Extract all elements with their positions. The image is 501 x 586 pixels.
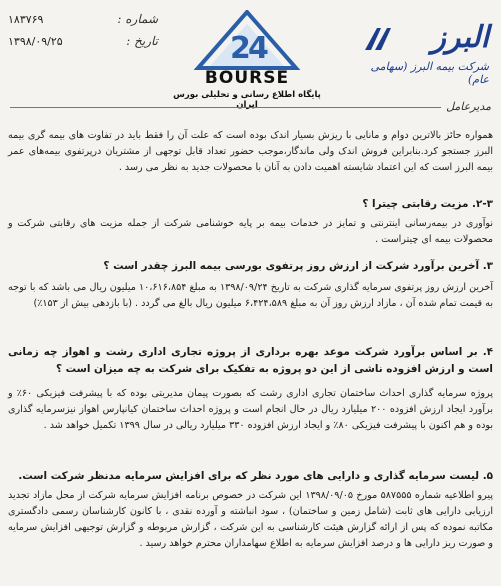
header-divider bbox=[10, 107, 441, 108]
paragraph-3: آخرین ارزش روز پرتفوی سرمایه گذاری شرکت به تاریخ ۱۳۹۸/۰۹/۲۴ به مبلغ ۱۰،۶۱۶،۸۵۴ میلیون ریال می باشد که با توجه به قیمت تمام شده آن ، مازاد ارزش روز آن به مبلغ ۶،۴۲۴،۵۸۹ میلیون ریال بالغ می گردد . (با بازدهی بیش از ۱۵۳٪) bbox=[8, 282, 493, 309]
letter-number-label: شماره : bbox=[117, 12, 158, 26]
recipient-label: مدیرعامل bbox=[446, 100, 491, 113]
bourse-wordmark: BOURSE bbox=[204, 68, 290, 88]
letter-number-value: ۱۸۳۷۶۹ bbox=[8, 12, 44, 26]
letter-date-row bbox=[8, 30, 158, 52]
svg-text:4: 4 bbox=[248, 31, 269, 66]
brand-name: البرز bbox=[431, 20, 489, 55]
bourse-subtitle: پایگاه اطلاع رسانی و تحلیلی بورس ایران bbox=[173, 90, 321, 110]
paragraph-2: نوآوری در بیمه‌رسانی اینترنتی و تمایز در خدمات بیمه بر پایه خوشنامی شرکت از جمله مزیت های رقابتی شرکت و محصولات بیمه ای چیتراست . bbox=[8, 218, 493, 245]
letter-date-value: ۱۳۹۸/۰۹/۲۵ bbox=[8, 34, 63, 48]
question-4: ۴. بر اساس برآورد شرکت موعد بهره برداری از پروژه تجاری اداری رشت و اهواز چه زمانی است و ارزش افزوده ناشی از این دو پروژه به تفکیک برای شرکت به چه میزان است ؟ bbox=[8, 346, 493, 375]
alborz-mark-icon bbox=[363, 24, 393, 52]
brand-subtitle: شرکت بیمه البرز (سهامی عام) bbox=[370, 60, 489, 86]
paragraph-1: همواره حائز بالاترین دوام و مانایی با ریزش بسیار اندک بوده است که علت آن را فقط باید در تفاوت های بیمه گری بیمه البرز جستجو کرد.بنابراین فروش اندک ولی ماندگار،موجب حضور تعداد قابل توجهی از مشتریان درپرتفوی بیمه‌های عمر بیمه البرز است که این اعتماد شایسته اهمیت دادن به آنان با محصولات جدید به نظر می رسد . bbox=[8, 130, 493, 173]
letter-meta bbox=[8, 8, 158, 52]
paragraph-5: پیرو اطلاعیه شماره ۵۸۷۵۵۵ مورخ ۱۳۹۸/۰۹/۰۵ این شرکت در خصوص برنامه افزایش سرمایه شرکت از محل مازاد تجدید ارزیابی دارایی های ثابت (شامل زمین و ساختمان) ، سود انباشته و آورده نقدی ، با کانون کارشناسان رسمی دادگستری مکاتبه نموده که پس از ارائه گزارش هیئت کارشناسی به این شرکت ، گزارش مربوطه و گزارش توجیهی افزایش سرمایه و صورت ریز دارایی ها و درصد افزایش سرمایه به اطلاع سهامداران محترم خواهد رسید . bbox=[8, 490, 493, 549]
question-3: ۳. آخرین برآورد شرکت از ارزش روز پرتفوی بورسی بیمه البرز چقدر است ؟ bbox=[103, 260, 493, 272]
question-5: ۵. لیست سرمایه گذاری و دارایی های مورد نظر که برای افزایش سرمایه مدنظر شرکت است. bbox=[18, 470, 493, 482]
svg-text:2: 2 bbox=[230, 31, 251, 66]
question-2-3: ۲-۳. مزیت رقابتی چیترا ؟ bbox=[362, 198, 493, 210]
alborz-brand bbox=[349, 22, 489, 92]
bourse-watermark bbox=[168, 10, 326, 112]
letter-date-label: تاریخ : bbox=[126, 34, 158, 48]
paragraph-4: پروژه سرمایه گذاری احداث ساختمان تجاری اداری رشت که بصورت پیمان مدیریتی بوده که با پیشرفت فیزیکی ۶۰٪ و برآورد ایجاد ارزش افزوده ۲۰۰ میلیارد ریال در حال انجام است و پروژه احداث ساختمان کیانپارس اهواز نیزسرمایه گذاری بوده و هم اکنون با پیشرفت فیزیکی ۸۰٪ و ایجاد ارزش افزوده ۳۳۰ میلیارد ریالی در سال ۱۳۹۹ تکمیل خواهد شد . bbox=[8, 388, 493, 431]
letter-number-row bbox=[8, 8, 158, 30]
